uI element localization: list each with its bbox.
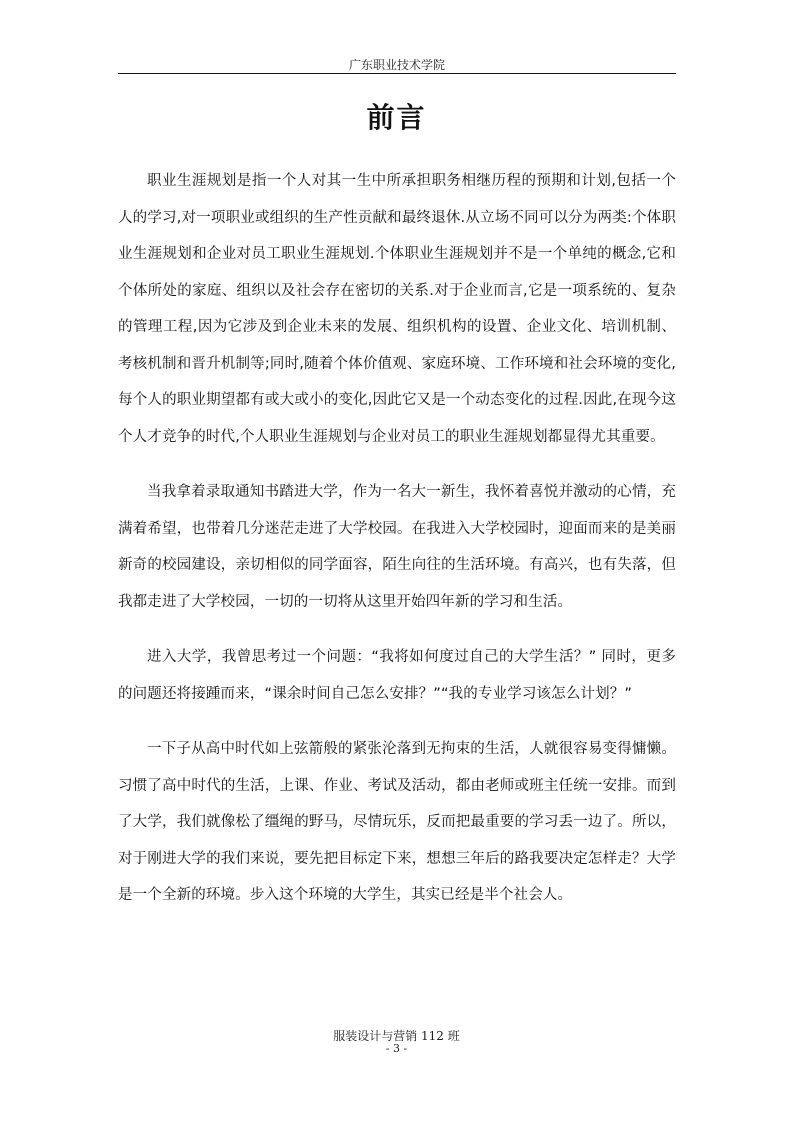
paragraph-2: 当我拿着录取通知书踏进大学，作为一名大一新生，我怀着喜悦并激动的心情，充满着希望，也带着几分迷茫走进了大学校园。在我进入大学校园时，迎面而来的是美丽新奇的校园建设，亲切相似的同学面容，陌生向往的生活环境。有高兴，也有失落，但我都走进了大学校园，一切的一切将从这里开始四年新的学习和生活。 [118, 484, 676, 610]
header-divider [118, 73, 676, 74]
page-title: 前言 [366, 101, 427, 134]
paragraph-3: 进入大学，我曾思考过一个问题：“我将如何度过自己的大学生活？” 同时，更多的问题还将接踵而来，“课余时间自己怎么安排？”“我的专业学习该怎么计划？” [118, 649, 676, 702]
paragraph-1: 职业生涯规划是指一个人对其一生中所承担职务相继历程的预期和计划,包括一个人的学习,对一项职业或组织的生产性贡献和最终退休.从立场不同可以分为两类:个体职业生涯规划和企业对员工职业生涯规划.个体职业生涯规划并不是一个单纯的概念,它和个体所处的家庭、组织以及社会存在密切的关系.对于企业而言,它是一项系统的、复杂的管理工程,因为它涉及到企业未来的发展、组织机构的设置、企业文化、培训机制、考核机制和晋升机制等;同时,随着个体价值观、家庭环境、工作环境和社会环境的变化,每个人的职业期望都有或大或小的变化,因此它又是一个动态变化的过程.因此,在现今这个人才竞争的时代,个人职业生涯规划与企业对员工的职业生涯规划都显得尤其重要。 [118, 173, 676, 445]
page-header: 广东职业技术学院 [348, 58, 445, 72]
body-text [118, 163, 676, 933]
footer-class-name: 服装设计与营销 112 班 [333, 1029, 460, 1043]
paragraph-4: 一下子从高中时代如上弦箭般的紧张沦落到无拘束的生活，人就很容易变得慵懒。习惯了高中时代的生活，上课、作业、考试及活动，都由老师或班主任统一安排。而到了大学，我们就像松了缰绳的野马，尽情玩乐，反而把最重要的学习丢一边了。所以，对于刚进大学的我们来说，要先把目标定下来，想想三年后的路我要决定怎样走？大学是一个全新的环境。步入这个环境的大学生，其实已经是半个社会人。 [118, 741, 676, 903]
page-number: - 3 - [385, 1042, 408, 1055]
